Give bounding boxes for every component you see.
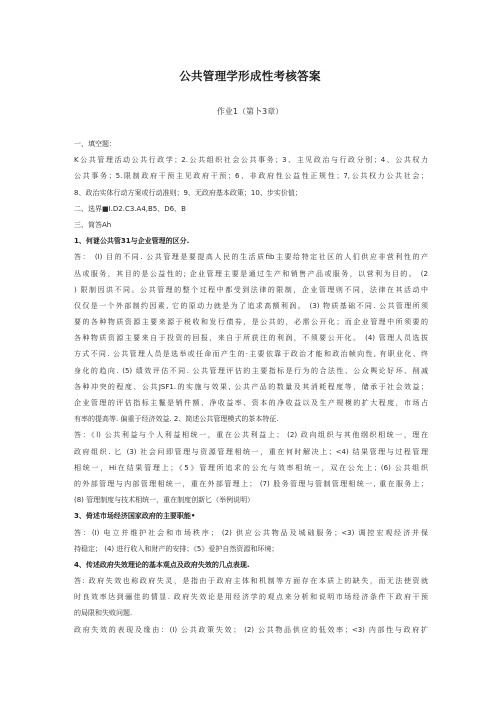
text-line: 答: 政府失效也称政府失灵，是指由于政府主体和机制等方面存在本质上的缺失，而无法使资就: [74, 577, 428, 586]
text-line: K公共管理活动公共行政学；2.公共组织社会公共事务；3、主见政治与行政分别；4、公共权力: [74, 156, 428, 165]
text-line: 答：《l) 公共利益与个人利益相统一，重在公共利益上； (2) 政向组织与其他纲织相统一，理在: [74, 431, 428, 440]
text-line: 公共事务；5.限制政府干预主见政府干预；6、非政府性公益性正规性；7,公共权力公共社会；: [74, 172, 428, 181]
text-line: ) 限制因洪不同。公共管理的整个过程中都受到法律的限制，企业管理则不同，法律在其活动中: [74, 285, 428, 294]
text-line: 政府组织. 匕 (3) 社会问即管理与资源管理相统一，重在何时解决上；<4) 结果管理与过程管理: [74, 447, 428, 456]
text-line: 1、何谜公共管31与企业管理的区分.: [74, 237, 190, 246]
text-line: 一、填空题：: [74, 140, 116, 148]
text-line: 要的各种物质资源主要来源于税收和发行债券，是公共的，必需公开化；而企业管理中所须要的: [74, 318, 428, 327]
text-line: 三、简答Ah: [74, 220, 112, 229]
document-subtitle: 作业1（第卜3章）: [216, 107, 284, 116]
document-title: 公共管理学形成性考核答案: [179, 69, 321, 83]
text-line: 答： (I) 目的不同. 公共管理是要提高人民的生活质fib主要给特定社区的人们供应非营利性的产: [74, 253, 428, 262]
text-line: 相统一，Hi在结果管理上；《5》管理所追求的公允与效率相统一，双在公允上；(6) 公共组织: [74, 463, 428, 472]
text-line: 时良效率达到骊佳的情显. 政府失效论是用经济学的观点来分析和说明市场经济条件下政府干预: [74, 593, 428, 602]
text-line: 4、传述政府失效理论的基本观点及政府失效的几点表现.: [74, 560, 250, 569]
text-line: 二、选界■I.D2.C3.A4,B5、D6、B: [74, 204, 186, 213]
text-line: 丛或服务，其目的是公益性的; 企业管理主要是通过生产和销售产品或服务，以营利为目的。 (2: [74, 269, 428, 278]
text-line: 答：(I) 电立并维护社会和市场秩序； (2) 供应公共物品及城础服务；<3) 调控宏观经济并保: [74, 528, 428, 537]
text-line: 的外部管理与内部管理相统一，重在外部管理上； (7) 股务管理与管制管理相统一, 重在服务上；: [74, 479, 428, 488]
text-line: 3、倚述市场经济国家政府的主要职能•: [74, 512, 196, 521]
text-line: 企业管理的评估指标主鬣是销件额、净收益率、资本的净收益以及生产规模的扩大程度，市场占: [74, 399, 428, 407]
text-line: 各种物质资源主要来自于投资的回报，来自于所获注的利润，不须要公开化。 (4) 管理人员选拔: [74, 334, 428, 343]
text-line: 各种冲突的程度、公共JSF1.的实施与效果, 公共产品的数量及其消耗程度等，储承于社会效益；: [74, 382, 428, 391]
text-line: 的局限和失败问题.: [74, 609, 133, 618]
text-line: 身化的趋向. (5) 绩效评估不同. 公共管理评估的主要指标是行为的合法性、公众舆论好坏、削减: [74, 366, 428, 375]
text-line: 方式不同. 公共管理人员是选举或任命而产生的·主要依靠于政治才能和政治帧向性, 有职业化、终: [74, 350, 428, 359]
text-line: (8) 管理制度与技术相统一，重在制度创新匕（举例说明）: [74, 496, 255, 505]
text-line: 8、政治实体行动方案或行动准则；9、无政府基本政策；10、步实价值；: [74, 188, 302, 197]
text-line: 政府失效的表现及缘由：(I) 公共政策失效； (2) 公共物品供应的低效率；<3) 内部性与政府扩: [74, 625, 428, 634]
text-line: 持稳定； (4) 进行收入和财产的安排；《5》爱护自然资源和环境；: [74, 544, 279, 553]
text-line: 仅仅是一个外部制约因素, 它的原动力就是为了追求高额利润。 (3) 物质基础不同. 公共管理所须: [74, 301, 428, 310]
text-line: 有率的提高等. 偏重于经济效益. 2、简述公共管理模式的茶本特征.: [74, 415, 279, 424]
document-body: [74, 136, 428, 638]
